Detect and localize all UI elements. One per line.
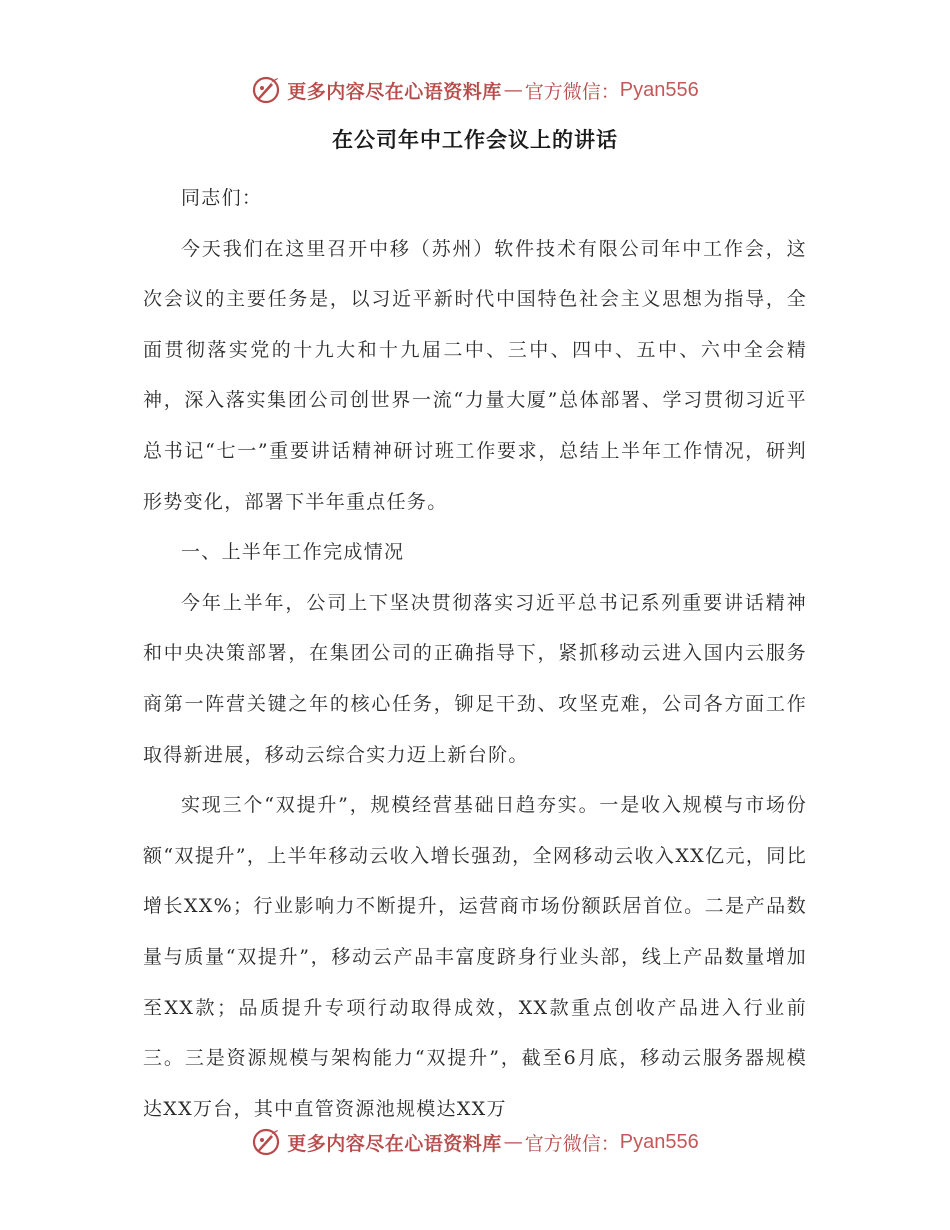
header-watermark-banner bbox=[0, 70, 950, 110]
banner-wechat-label: 官方微信： bbox=[524, 1132, 620, 1155]
footer-watermark-banner bbox=[0, 1122, 950, 1162]
document-body bbox=[143, 173, 807, 1134]
intro-paragraph: 今天我们在这里召开中移（苏州）软件技术有限公司年中工作会，这次会议的主要任务是，以习近平新时代中国特色社会主义思想为指导，全面贯彻落实党的十九大和十九届二中、三中、四中、五中、六中全会精神，深入落实集团公司创世界一流“力量大厦”总体部署、学习贯彻习近平总书记“七一”重要讲话精神研讨班工作要求，总结上半年工作情况，研判形势变化，部署下半年重点任务。 bbox=[143, 237, 807, 513]
banner-text: 更多内容尽在心语资料库 bbox=[287, 80, 502, 103]
section-paragraph: 今年上半年，公司上下坚决贯彻落实习近平总书记系列重要讲话精神和中央决策部署，在集团公司的正确指导下，紧抓移动云进入国内云服务商第一阵营关键之年的核心任务，铆足干劲、攻坚克难，公司各方面工作取得新进展，移动云综合实力迈上新台阶。 bbox=[143, 591, 807, 766]
document-title: 在公司年中工作会议上的讲话 bbox=[332, 127, 618, 152]
banner-separator: — bbox=[503, 79, 523, 101]
banner-wechat-id: Pyan556 bbox=[619, 1130, 699, 1153]
salutation: 同志们： bbox=[181, 187, 263, 209]
banner-wechat-id: Pyan556 bbox=[619, 78, 699, 101]
banner-wechat-label: 官方微信： bbox=[524, 80, 620, 103]
section-paragraph: 实现三个“双提升”，规模经营基础日趋夯实。一是收入规模与市场份额“双提升”，上半年移动云收入增长强劲，全网移动云收入XX亿元，同比增长XX%；行业影响力不断提升，运营商市场份额跃居首位。二是产品数量与质量“双提升”，移动云产品丰富度跻身行业头部，线上产品数量增加至XX款；品质提升专项行动取得成效，XX款重点创收产品进入行业前三。三是资源规模与架构能力“双提升”，截至6月底，移动云服务器规模达XX万台，其中直管资源池规模达XX万 bbox=[143, 794, 807, 1120]
banner-separator: — bbox=[503, 1131, 523, 1153]
quill-logo-icon bbox=[251, 1127, 281, 1157]
quill-logo-icon bbox=[251, 75, 281, 105]
banner-text: 更多内容尽在心语资料库 bbox=[287, 1132, 502, 1155]
section-heading: 一、上半年工作完成情况 bbox=[181, 541, 405, 564]
